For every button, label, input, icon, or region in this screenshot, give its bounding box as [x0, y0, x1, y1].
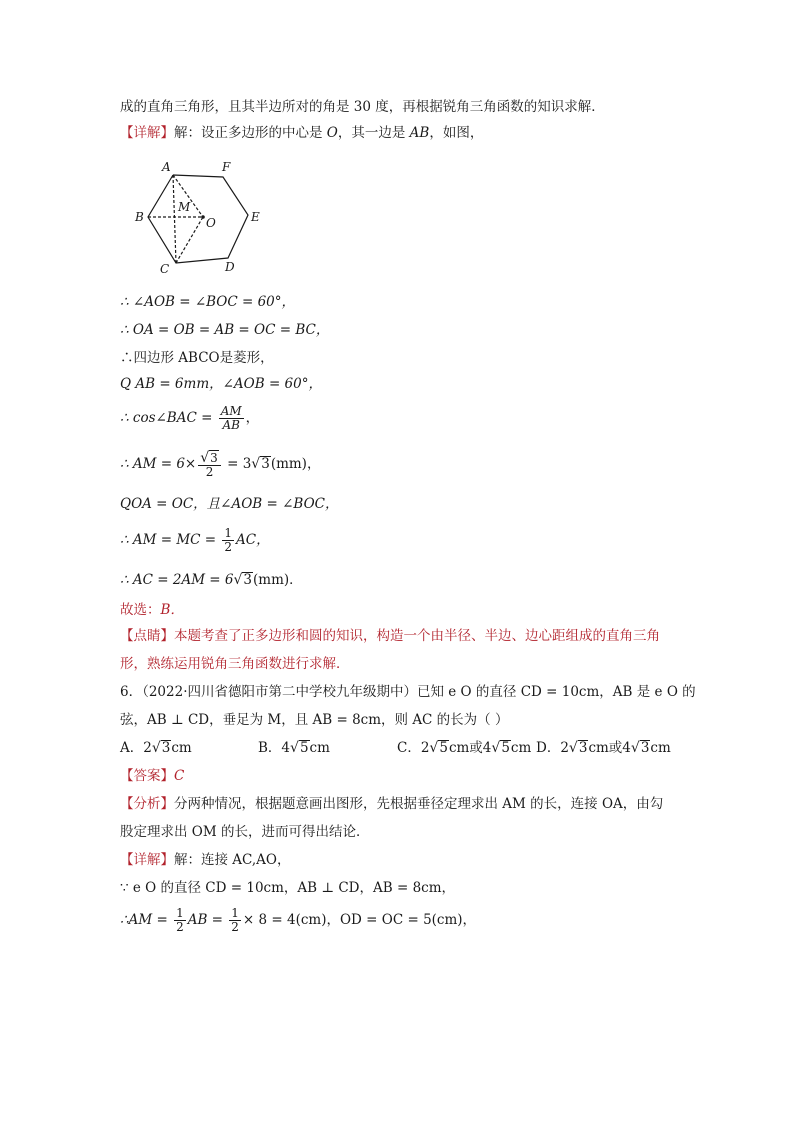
option-b: B．4√5cm	[258, 740, 330, 756]
label-M: M	[178, 200, 191, 214]
detail2-line-3: ∴AM = $\frac{1}{2}$ AB = $\frac{1}{2}$ × 8 = 4(cm)，OD = OC = 5(cm)，	[120, 906, 477, 934]
step-6: ∴ AM = 6× $\frac{√3}{2}$ = 3√3(mm)，	[120, 450, 321, 479]
label-A: A	[162, 160, 171, 174]
step-9: ∴ AC = 2AM = 6√3(mm)．	[120, 572, 303, 588]
label-B: B	[135, 210, 144, 224]
detail-tag: 【详解】	[120, 125, 174, 141]
fraction-am-ab: $\frac{AM}{AB}$	[220, 404, 242, 432]
comment-line-2: 形，熟练运用锐角三角函数进行求解．	[120, 656, 350, 672]
analysis-line-1: 【分析】分两种情况，根据题意画出图形，先根据垂径定理求出 AM 的长，连接 OA，由勾	[120, 796, 664, 812]
step-7: QOA = OC，且∠AOB = ∠BOC，	[120, 496, 339, 512]
step-3: ∴四边形 ABCO是菱形，	[120, 350, 274, 366]
comment-line-1: 【点睛】本题考查了正多边形和圆的知识，构造一个由半径、半边、边心距组成的直角三角	[120, 628, 660, 644]
option-c: C．2√5cm或4√5cm	[397, 740, 532, 756]
step-1: ∴ ∠AOB = ∠BOC = 60°，	[120, 294, 296, 310]
question-6-line-2: 弦，AB ⊥ CD，垂足为 M，且 AB = 8cm，则 AC 的长为（ ）	[120, 712, 509, 728]
step-5: ∴ cos∠BAC = $\frac{AM}{AB}$ ，	[120, 404, 260, 432]
option-a: A．2√3cm	[120, 740, 192, 756]
answer-tag: 【答案】	[120, 768, 174, 784]
analysis-line-2: 股定理求出 OM 的长，进而可得出结论．	[120, 824, 370, 840]
detail2-line-2: ∵ e O 的直径 CD = 10cm，AB ⊥ CD，AB = 8cm，	[120, 880, 456, 896]
question-6-line-1: 6．（2022·四川省德阳市第二中学校九年级期中）已知 e O 的直径 CD = 10cm，AB 是 e O 的	[120, 684, 696, 700]
detail2-line-1: 【详解】解：连接 AC,AO，	[120, 852, 291, 868]
option-d: D．2√3cm或4√3cm	[536, 740, 671, 756]
label-F: F	[222, 160, 231, 174]
answer-value: C	[174, 768, 185, 784]
detail-line-1: 【详解】解：设正多边形的中心是 O，其一边是 AB，如图，	[120, 125, 484, 141]
analysis-tag: 【分析】	[120, 796, 174, 812]
intro-line: 成的直角三角形，且其半边所对的角是 30 度，再根据锐角三角函数的知识求解．	[120, 99, 605, 115]
step-4: Q AB = 6mm，∠AOB = 60°，	[120, 376, 322, 392]
fraction-1-2: $\frac{1}{2}$	[224, 526, 233, 554]
label-E: E	[251, 210, 260, 224]
label-O: O	[206, 216, 216, 230]
detail2-tag: 【详解】	[120, 852, 174, 868]
hexagon-figure	[128, 155, 268, 280]
step-8: ∴ AM = MC = $\frac{1}{2}$ AC，	[120, 526, 270, 554]
comment-tag: 【点睛】	[120, 628, 174, 644]
fraction-sqrt3-2: $\frac{√3}{2}$	[198, 450, 221, 479]
label-D: D	[225, 260, 235, 274]
choose-line: 故选：B．	[120, 602, 184, 618]
answer-line	[120, 766, 184, 786]
step-2: ∴ OA = OB = AB = OC = BC，	[120, 322, 330, 338]
label-C: C	[160, 262, 170, 276]
